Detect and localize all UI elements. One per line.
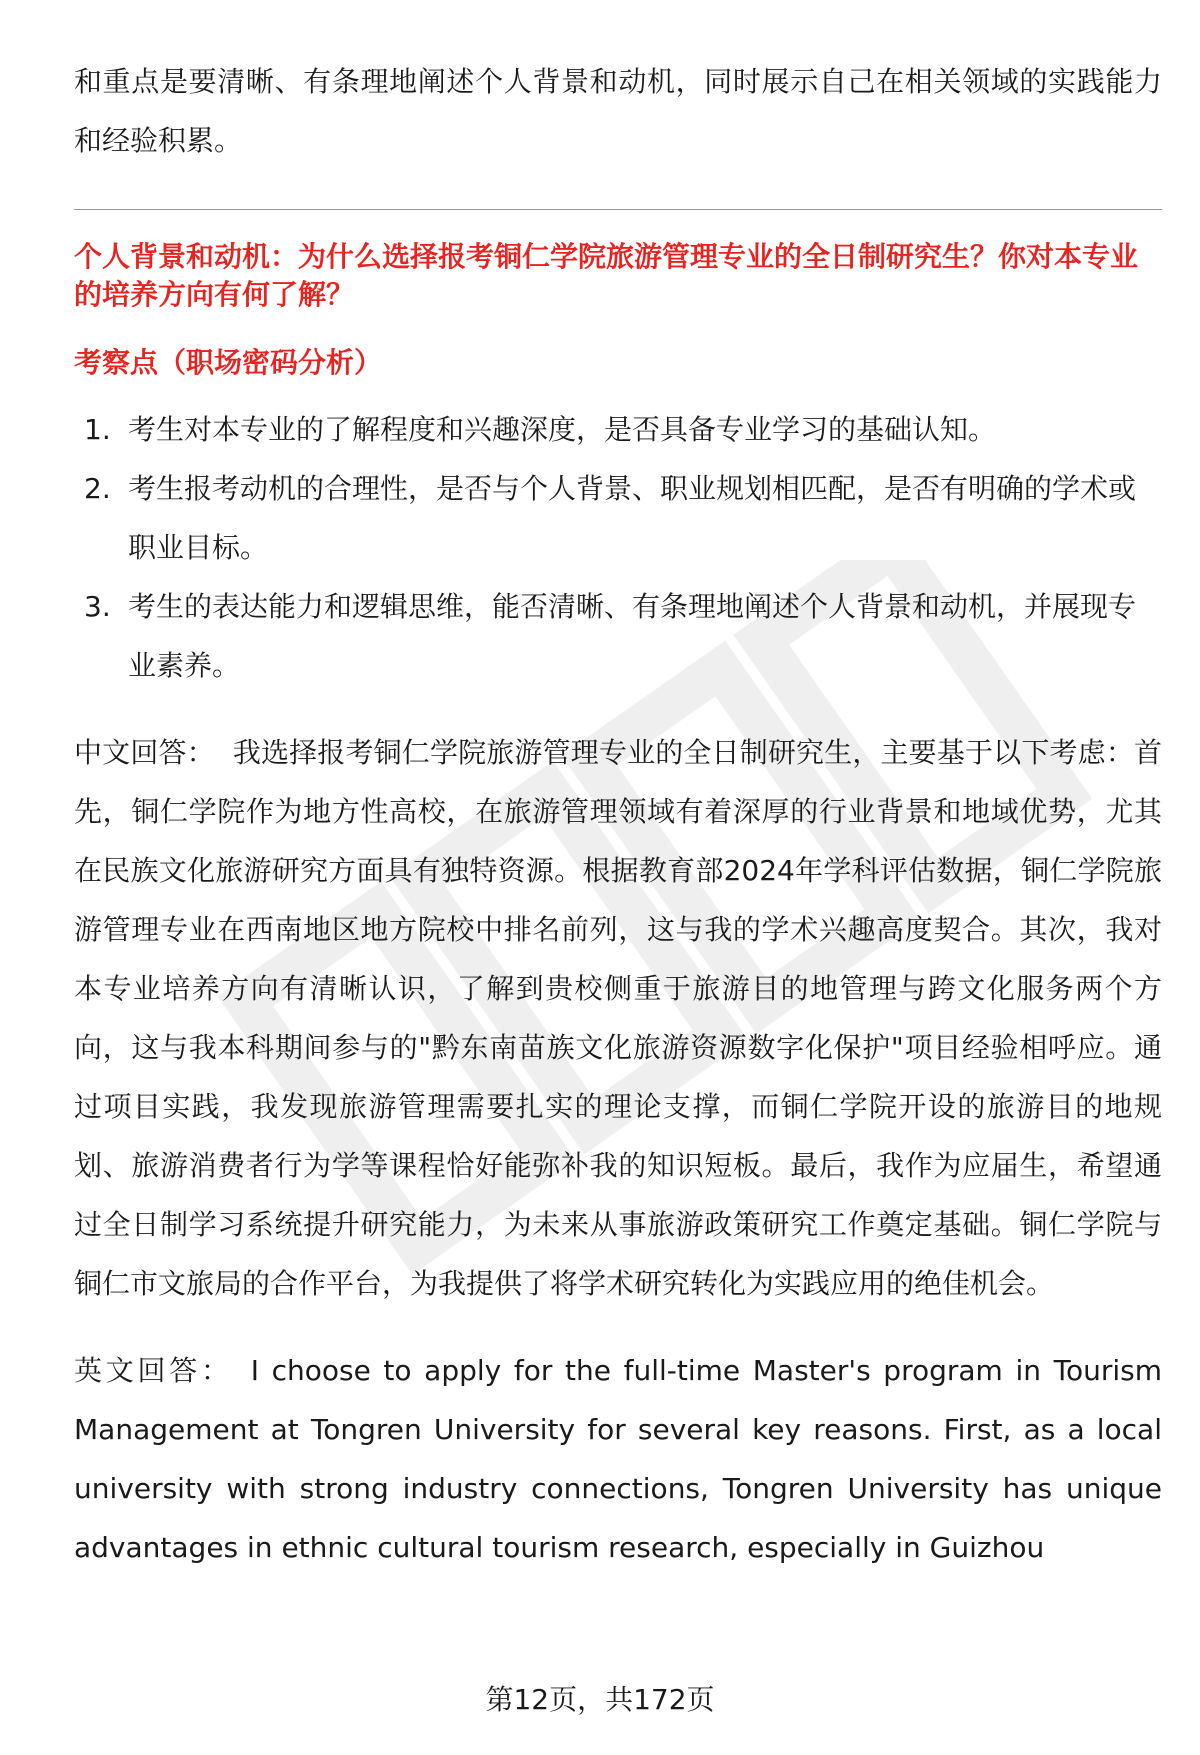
intro-tail-paragraph: 和重点是要清晰、有条理地阐述个人背景和动机，同时展示自己在相关领域的实践能力和经验积累。 (74, 65, 1162, 157)
list-item (74, 577, 1162, 695)
points-heading: 考察点（职场密码分析） (74, 346, 383, 379)
chinese-answer-text: 我选择报考铜仁学院旅游管理专业的全日制研究生，主要基于以下考虑：首先，铜仁学院作为地方性高校，在旅游管理领域有着深厚的行业背景和地域优势，尤其在民族文化旅游研究方面具有独特资源。根据教育部2024年学科评估数据，铜仁学院旅游管理专业在西南地区地方院校中排名前列，这与我的学术兴趣高度契合。其次，我对本专业培养方向有清晰认识，了解到贵校侧重于旅游目的地管理与跨文化服务两个方向，这与我本科期间参与的"黔东南苗族文化旅游资源数字化保护"项目经验相呼应。通过项目实践，我发现旅游管理需要扎实的理论支撑，而铜仁学院开设的旅游目的地规划、旅游消费者行为学等课程恰好能弥补我的知识短板。最后，我作为应届生，希望通过全日制学习系统提升研究能力，为未来从事旅游政策研究工作奠定基础。铜仁学院与铜仁市文旅局的合作平台，为我提供了将学术研究转化为实践应用的绝佳机会。 (74, 736, 1162, 1300)
page-number-footer: 第12页，共172页 (485, 1683, 715, 1716)
list-item-number: 3. (84, 590, 111, 623)
list-item-number: 2. (84, 472, 111, 505)
chinese-answer (74, 723, 1162, 1313)
list-item-text: 考生报考动机的合理性，是否与个人背景、职业规划相匹配，是否有明确的学术或职业目标。 (128, 472, 1137, 564)
chinese-answer-label: 中文回答： (74, 736, 215, 769)
list-item (74, 400, 1162, 459)
question-heading: 个人背景和动机：为什么选择报考铜仁学院旅游管理专业的全日制研究生？你对本专业的培养方向有何了解？ (74, 240, 1139, 311)
english-answer (74, 1341, 1162, 1577)
list-item-text: 考生对本专业的了解程度和兴趣深度，是否具备专业学习的基础认知。 (128, 413, 997, 446)
english-answer-label: 英文回答： (74, 1354, 233, 1387)
english-answer-text: I choose to apply for the full-time Master's program in Tourism Management at Tongren University for several key reasons. First, as a local university with strong industry connections, Tongren University has unique advantages in ethnic cultural tourism research, especially in Guizhou (74, 1354, 1162, 1564)
document-content (74, 52, 1162, 1577)
list-item (74, 459, 1162, 577)
list-item-text: 考生的表达能力和逻辑思维，能否清晰、有条理地阐述个人背景和动机，并展现专业素养。 (128, 590, 1137, 682)
list-item-number: 1. (84, 413, 111, 446)
section-divider (74, 209, 1162, 210)
points-list (74, 400, 1162, 695)
